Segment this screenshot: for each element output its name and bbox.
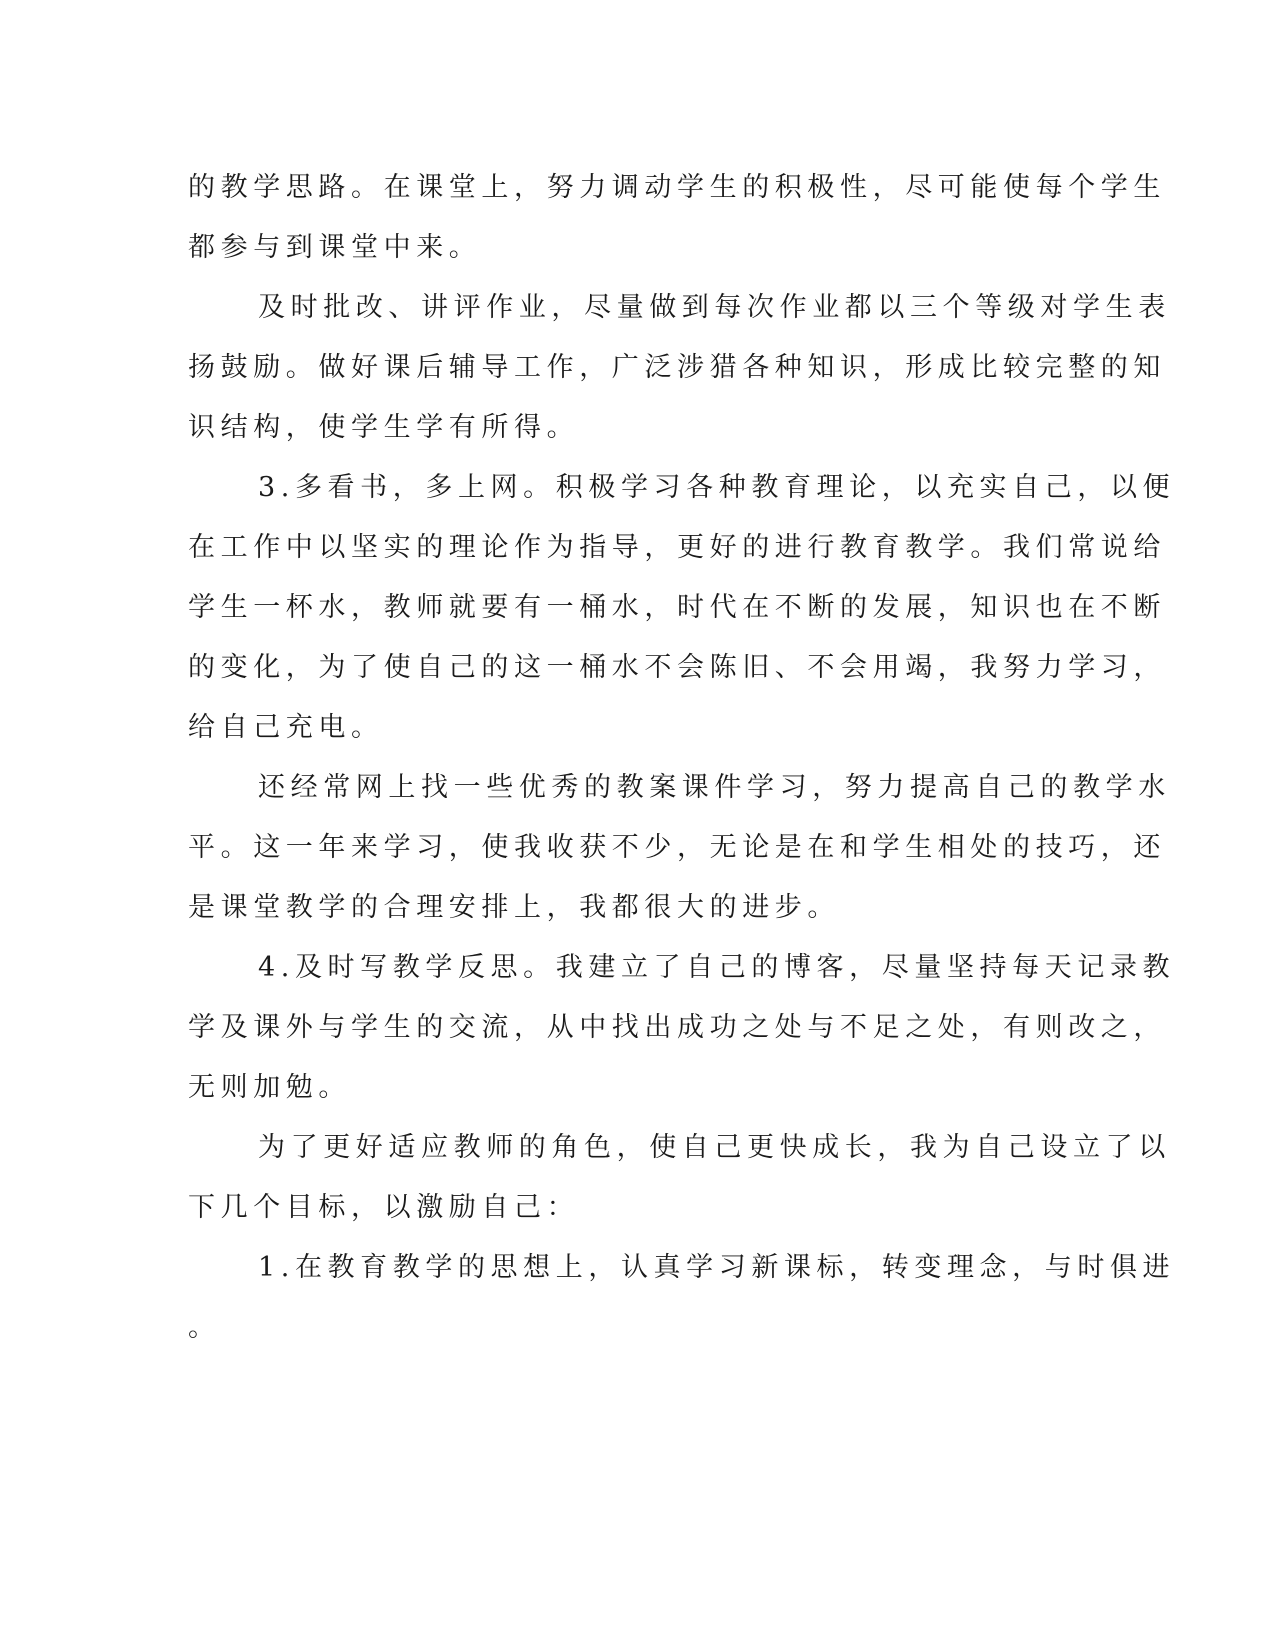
text-line: 1.在教育教学的思想上，认真学习新课标，转变理念，与时俱进 [258, 1252, 1176, 1283]
text-line: 为了更好适应教师的角色，使自己更快成长，我为自己设立了以 [258, 1132, 1171, 1163]
text-line: 。 [188, 1312, 221, 1343]
text-line: 都参与到课堂中来。 [188, 232, 482, 263]
text-line: 平。这一年来学习，使我收获不少，无论是在和学生相处的技巧，还 [188, 832, 1166, 863]
text-line: 的变化，为了使自己的这一桶水不会陈旧、不会用竭，我努力学习， [188, 652, 1166, 683]
text-line: 扬鼓励。做好课后辅导工作，广泛涉猎各种知识，形成比较完整的知 [188, 352, 1166, 383]
text-line: 识结构，使学生学有所得。 [188, 412, 580, 443]
text-line: 下几个目标，以激励自己： [188, 1192, 580, 1223]
text-line: 无则加勉。 [188, 1072, 351, 1103]
text-line: 4.及时写教学反思。我建立了自己的博客，尽量坚持每天记录教 [258, 952, 1176, 983]
text-line: 是课堂教学的合理安排上，我都很大的进步。 [188, 892, 840, 923]
text-line: 的教学思路。在课堂上，努力调动学生的积极性，尽可能使每个学生 [188, 172, 1166, 203]
text-line: 给自己充电。 [188, 712, 384, 743]
text-line: 还经常网上找一些优秀的教案课件学习，努力提高自己的教学水 [258, 772, 1171, 803]
text-line: 及时批改、讲评作业，尽量做到每次作业都以三个等级对学生表 [258, 292, 1171, 323]
text-line: 学生一杯水，教师就要有一桶水，时代在不断的发展，知识也在不断 [188, 592, 1166, 623]
text-line: 在工作中以坚实的理论作为指导，更好的进行教育教学。我们常说给 [188, 532, 1166, 563]
text-line: 3.多看书，多上网。积极学习各种教育理论，以充实自己，以便 [258, 472, 1176, 503]
text-line: 学及课外与学生的交流，从中找出成功之处与不足之处，有则改之， [188, 1012, 1166, 1043]
